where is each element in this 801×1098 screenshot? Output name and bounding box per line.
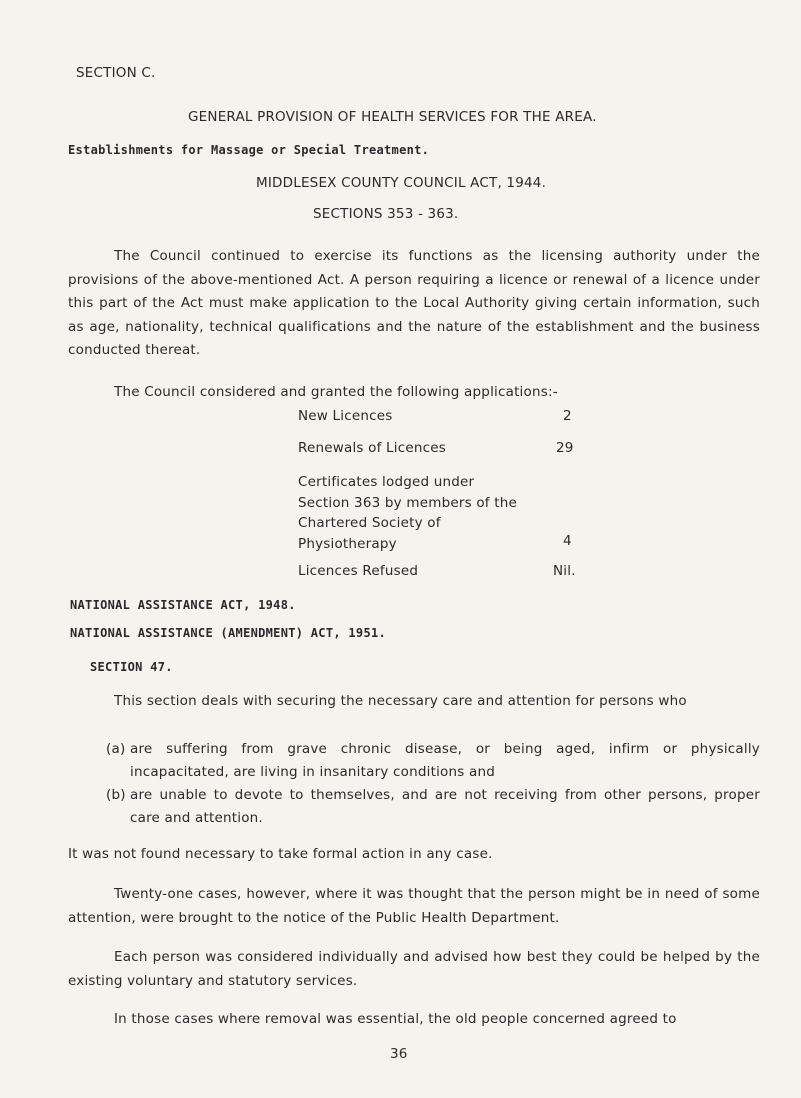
application-value: 2 (563, 408, 572, 424)
application-label: Renewals of Licences (298, 440, 446, 456)
applications-intro: The Council considered and granted the following applications:- (114, 384, 558, 400)
page-number: 36 (390, 1046, 408, 1062)
list-item-label: (a) (106, 741, 126, 757)
subheading-establishments: Establishments for Massage or Special Treatment. (68, 143, 430, 157)
paragraph-removal: In those cases where removal was essential, the old people concerned agreed to (114, 1011, 677, 1027)
application-label: New Licences (298, 408, 393, 424)
application-value: 29 (556, 440, 574, 456)
heading-na-act-1948: NATIONAL ASSISTANCE ACT, 1948. (70, 598, 296, 612)
application-label: Certificates lodged under Section 363 by members of the Chartered Society of Physiotherapy (298, 474, 517, 552)
application-label: Licences Refused (298, 563, 419, 579)
application-value: Nil. (553, 563, 576, 579)
list-item-text: are unable to devote to themselves, and are not receiving from other persons, proper care and attention. (130, 787, 760, 826)
list-item-a (106, 738, 760, 784)
act-title: MIDDLESEX COUNTY COUNCIL ACT, 1944. (256, 175, 547, 191)
paragraph-no-action: It was not found necessary to take formal action in any case. (68, 846, 493, 862)
section-heading: SECTION C. (76, 65, 156, 81)
heading-na-act-1951: NATIONAL ASSISTANCE (AMENDMENT) ACT, 1951. (70, 626, 387, 640)
paragraph-licensing: The Council continued to exercise its functions as the licensing authority under the provisions of the above-mentioned Act. A person requiring a licence or renewal of a licence under this part of the Act must make application to the Local Authority giving certain information, such as age, nationality, technical qualifications and the nature of the establishment and the business conducted thereat. (68, 248, 760, 358)
paragraph-twenty-one-cases: Twenty-one cases, however, where it was thought that the person might be in need of some attention, were brought to the notice of the Public Health Department. (68, 886, 760, 926)
list-item-label: (b) (106, 787, 126, 803)
act-sections: SECTIONS 353 - 363. (313, 206, 459, 222)
paragraph-each-person: Each person was considered individually and advised how best they could be helped by the existing voluntary and statutory services. (68, 949, 760, 989)
heading-section-47: SECTION 47. (90, 660, 173, 674)
paragraph-section-47: This section deals with securing the necessary care and attention for persons who (114, 693, 687, 709)
list-item-text: are suffering from grave chronic disease, or being aged, infirm or physically incapacitated, are living in insanitary conditions and (130, 741, 760, 780)
application-value: 4 (563, 533, 572, 549)
list-item-b (106, 784, 760, 830)
document-title: GENERAL PROVISION OF HEALTH SERVICES FOR THE AREA. (188, 109, 597, 125)
